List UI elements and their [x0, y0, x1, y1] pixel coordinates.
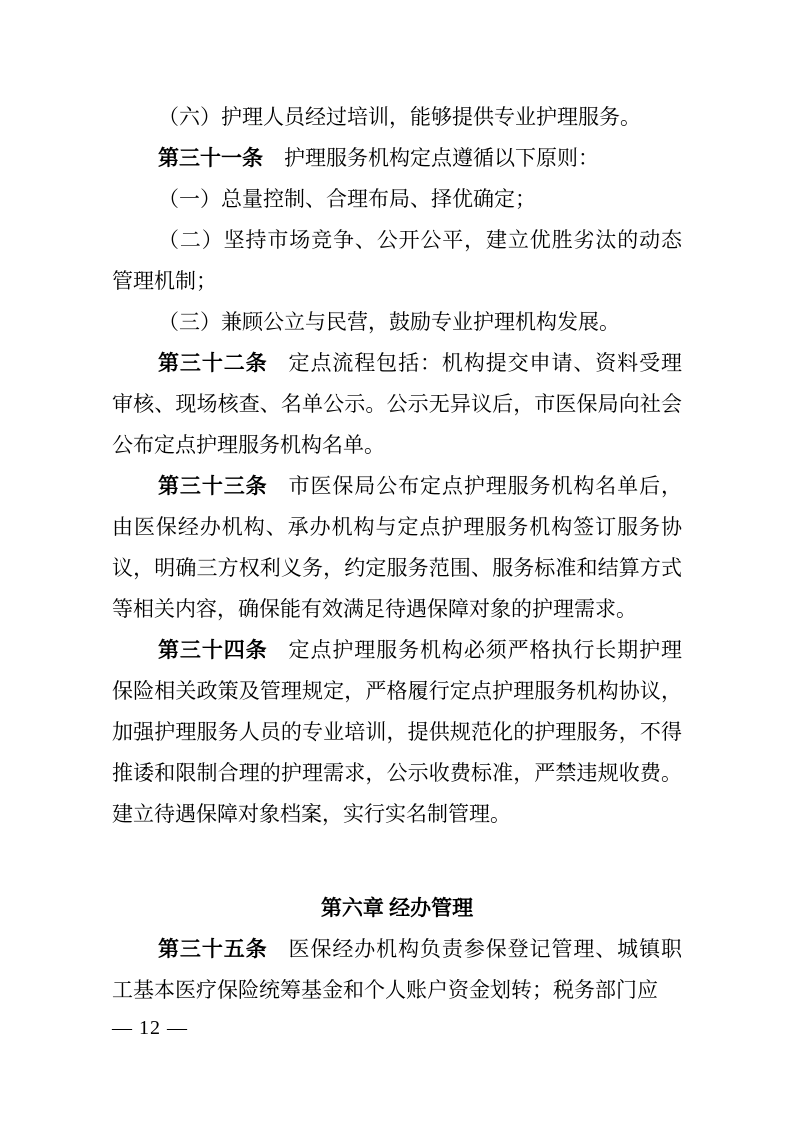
paragraph-text: 医保经办机构负责参保登记管理、城镇职工基本医疗保险统筹基金和个人账户资金划转；税务部门应 [112, 937, 682, 1002]
article-number: 第三十二条 [158, 351, 268, 375]
paragraph-text: （二）坚持市场竞争、公开公平，建立优胜劣汰的动态管理机制； [112, 228, 682, 293]
paragraph-text: 定点护理服务机构必须严格执行长期护理保险相关政策及管理规定，严格履行定点护理服务机构协议，加强护理服务人员的专业培训，提供规范化的护理服务，不得推诿和限制合理的护理需求，公示收费标准，严禁违规收费。建立待遇保障对象档案，实行实名制管理。 [112, 638, 682, 826]
clause-item-6 [112, 97, 682, 138]
article-number: 第三十四条 [158, 638, 268, 662]
paragraph-text: 市医保局公布定点护理服务机构名单后，由医保经办机构、承办机构与定点护理服务机构签订服务协议，明确三方权利义务，约定服务范围、服务标准和结算方式等相关内容，确保能有效满足待遇保障对象的护理需求。 [112, 474, 682, 621]
chapter-heading: 第六章 经办管理 [320, 896, 474, 920]
paragraph-text: 护理服务机构定点遵循以下原则： [284, 146, 599, 170]
article-31 [112, 138, 682, 179]
article-number: 第三十一条 [158, 146, 263, 170]
clause-item-3 [112, 302, 682, 343]
article-33 [112, 466, 682, 630]
clause-item-1 [112, 179, 682, 220]
article-number: 第三十三条 [158, 474, 268, 498]
paragraph-text: （六）护理人员经过培训，能够提供专业护理服务。 [158, 105, 641, 129]
clause-item-2 [112, 220, 682, 302]
article-number: 第三十五条 [158, 937, 268, 961]
document-body [112, 97, 682, 1011]
article-32 [112, 343, 682, 466]
paragraph-text: （一）总量控制、合理布局、择优确定； [158, 187, 536, 211]
page-number: — 12 — [112, 1017, 188, 1039]
paragraph-text: 定点流程包括：机构提交申请、资料受理审核、现场核查、名单公示。公示无异议后，市医保局向社会公布定点护理服务机构名单。 [112, 351, 682, 457]
article-34 [112, 630, 682, 835]
paragraph-text: （三）兼顾公立与民营，鼓励专业护理机构发展。 [158, 310, 620, 334]
article-35 [112, 929, 682, 1011]
